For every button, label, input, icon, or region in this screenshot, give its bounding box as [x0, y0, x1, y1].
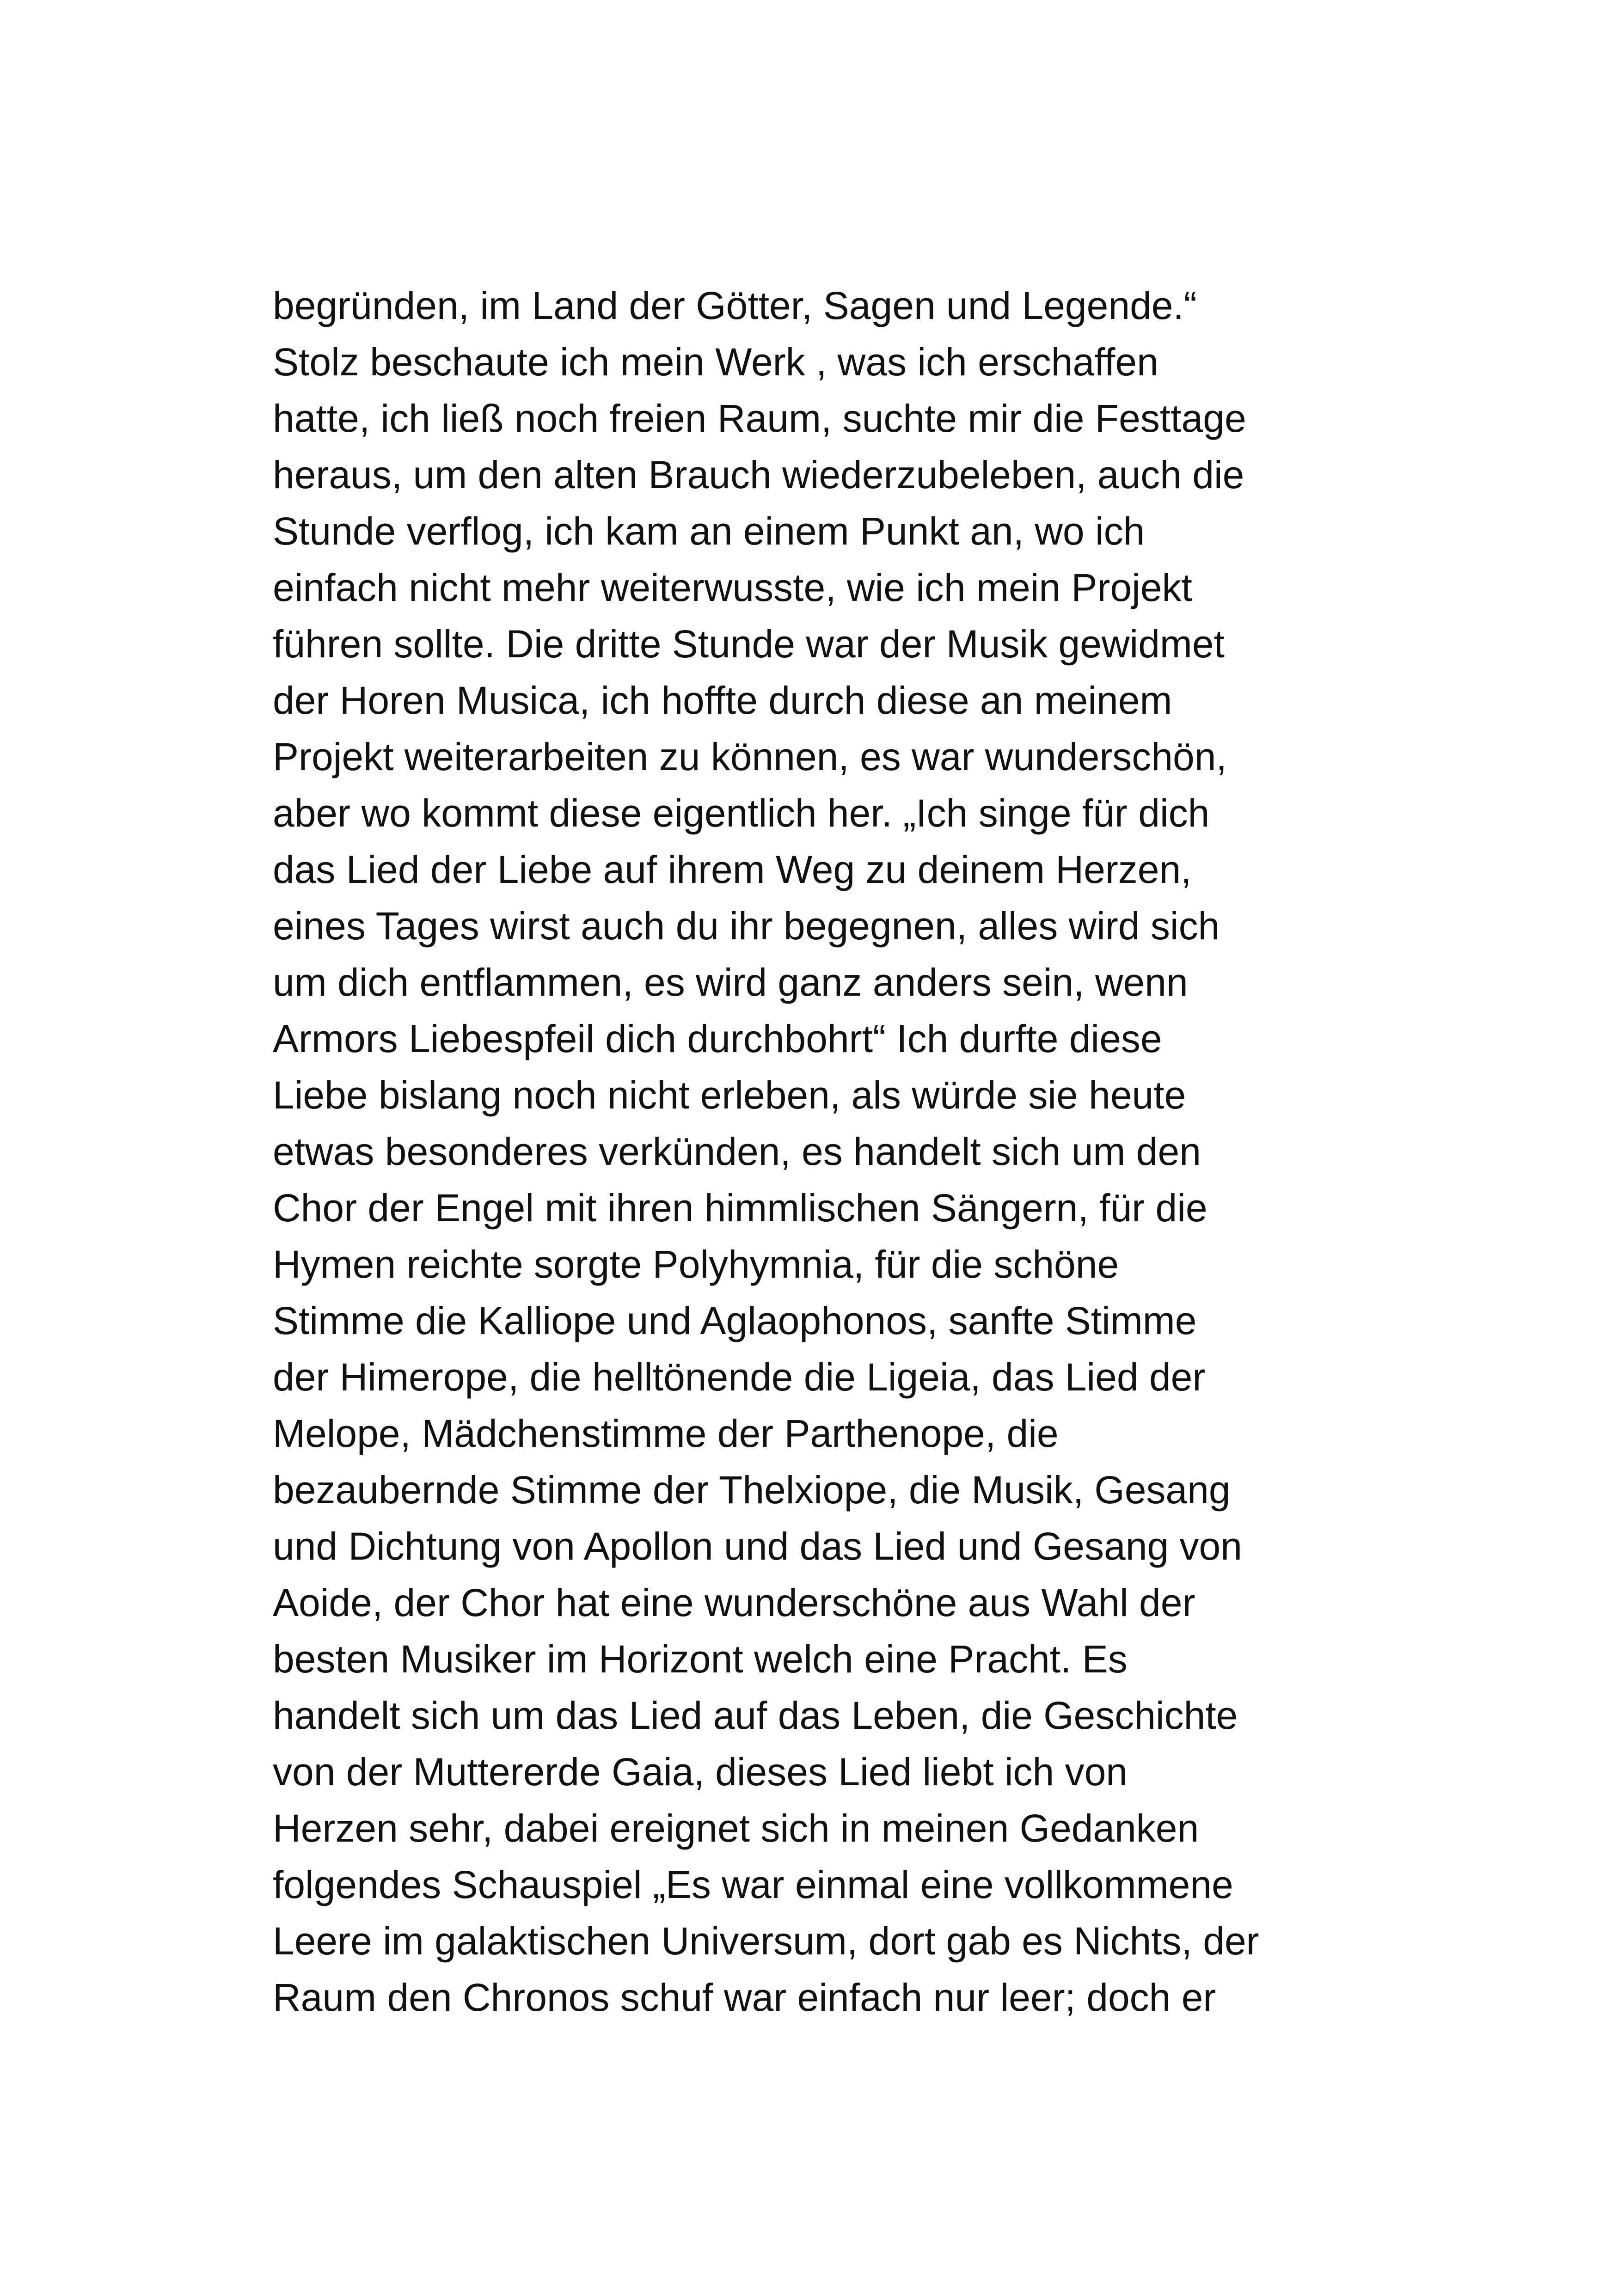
body-text — [273, 277, 1391, 2026]
text-line: Stolz beschaute ich mein Werk , was ich erschaffen — [273, 340, 1158, 384]
text-line: aber wo kommt diese eigentlich her. „Ich singe für dich — [273, 791, 1210, 835]
text-line: bezaubernde Stimme der Thelxiope, die Musik, Gesang — [273, 1468, 1231, 1512]
text-line: Leere im galaktischen Universum, dort gab es Nichts, der — [273, 1919, 1259, 1963]
text-line: Herzen sehr, dabei ereignet sich in meinen Gedanken — [273, 1806, 1199, 1850]
text-line: Aoide, der Chor hat eine wunderschöne aus Wahl der — [273, 1581, 1195, 1624]
text-line: der Horen Musica, ich hoffte durch diese an meinem — [273, 679, 1172, 722]
text-line: führen sollte. Die dritte Stunde war der Musik gewidmet — [273, 622, 1225, 666]
text-line: einfach nicht mehr weiterwusste, wie ich mein Projekt — [273, 566, 1192, 609]
text-line: der Himerope, die helltönende die Ligeia, das Lied der — [273, 1355, 1206, 1399]
text-line: handelt sich um das Lied auf das Leben, die Geschichte — [273, 1694, 1238, 1737]
text-line: Raum den Chronos schuf war einfach nur leer; doch er — [273, 1976, 1216, 2019]
text-line: Stunde verflog, ich kam an einem Punkt an, wo ich — [273, 509, 1145, 553]
text-line: um dich entflammen, es wird ganz anders sein, wenn — [273, 961, 1188, 1004]
text-line: etwas besonderes verkünden, es handelt sich um den — [273, 1130, 1201, 1173]
text-line: Chor der Engel mit ihren himmlischen Sängern, für die — [273, 1186, 1207, 1230]
text-line: begründen, im Land der Götter, Sagen und Legende.“ — [273, 284, 1197, 327]
text-line: von der Muttererde Gaia, dieses Lied liebt ich von — [273, 1750, 1128, 1794]
text-line: Liebe bislang noch nicht erleben, als würde sie heute — [273, 1073, 1186, 1117]
text-line: eines Tages wirst auch du ihr begegnen, alles wird sich — [273, 904, 1220, 948]
text-line: Hymen reichte sorgte Polyhymnia, für die schöne — [273, 1243, 1119, 1286]
text-line: besten Musiker im Horizont welch eine Pracht. Es — [273, 1637, 1128, 1681]
text-line: heraus, um den alten Brauch wiederzubeleben, auch die — [273, 453, 1244, 496]
text-line: folgendes Schauspiel „Es war einmal eine vollkommene — [273, 1863, 1233, 1906]
text-line: Projekt weiterarbeiten zu können, es war wunderschön, — [273, 735, 1227, 778]
text-line: und Dichtung von Apollon und das Lied und Gesang von — [273, 1525, 1242, 1568]
text-line: Armors Liebespfeil dich durchbohrt“ Ich durfte diese — [273, 1017, 1162, 1060]
text-line: hatte, ich ließ noch freien Raum, suchte mir die Festtage — [273, 397, 1246, 440]
text-line: das Lied der Liebe auf ihrem Weg zu deinem Herzen, — [273, 848, 1192, 891]
text-line: Stimme die Kalliope und Aglaophonos, sanfte Stimme — [273, 1299, 1197, 1342]
text-line: Melope, Mädchenstimme der Parthenope, die — [273, 1412, 1059, 1455]
